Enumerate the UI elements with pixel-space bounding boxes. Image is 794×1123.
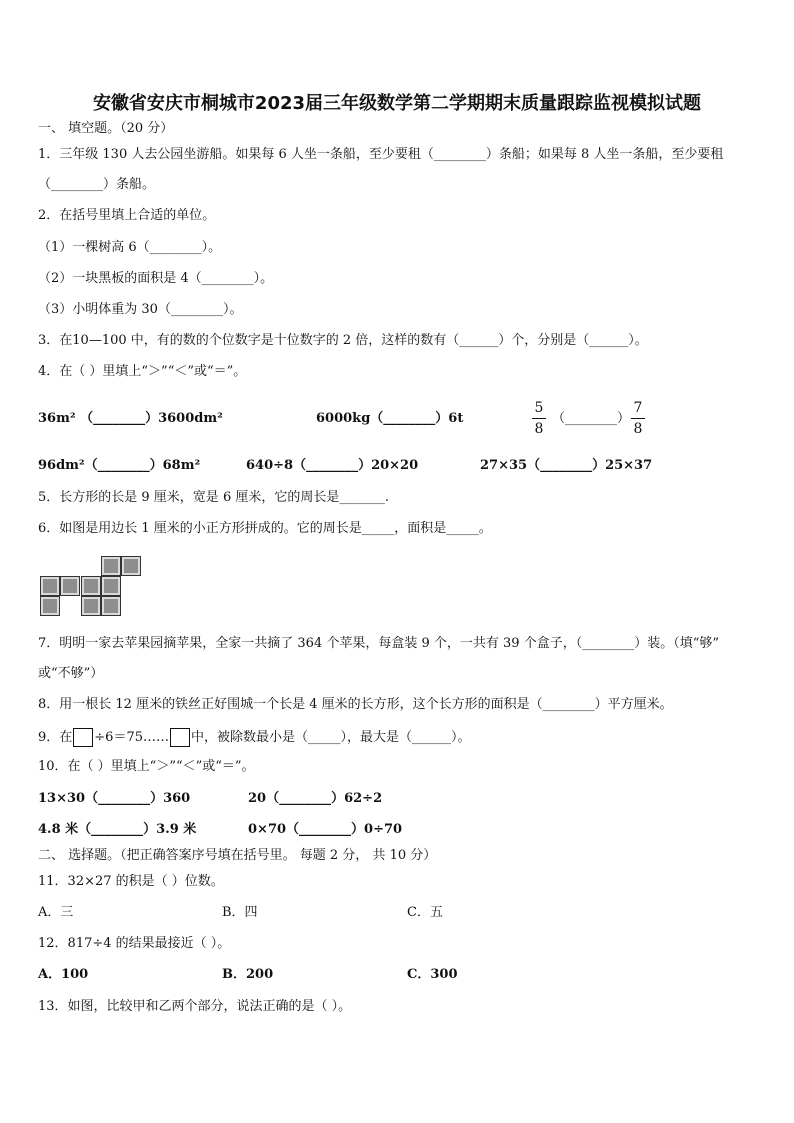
dividend-box	[73, 728, 93, 747]
question-7-line-1: 7．明明一家去苹果园摘苹果，全家一共摘了 364 个苹果，每盒装 9 个，一共有 39 个盒子，（________）装。（填“够”	[38, 636, 719, 651]
fraction-numerator: 7	[633, 400, 643, 416]
question-12-option-c: C．300	[407, 967, 458, 982]
question-8: 8．用一根长 12 厘米的铁丝正好围城一个长是 4 厘米的长方形，这个长方形的面积是（________）平方厘米。	[38, 697, 673, 712]
tile	[81, 576, 101, 596]
question-10: 10．在（ ）里填上“＞”“＜”或“＝”。	[38, 759, 255, 774]
question-2: 2．在括号里填上合适的单位。	[38, 208, 216, 223]
tile	[121, 556, 141, 576]
tile	[101, 576, 121, 596]
tile	[60, 576, 80, 596]
tile	[101, 596, 121, 616]
question-4-item-e: 640÷8（________）20×20	[246, 458, 419, 473]
question-13: 13．如图，比较甲和乙两个部分，说法正确的是（ ）。	[38, 999, 352, 1014]
question-10-item-c: 4.8 米（________）3.9 米	[38, 822, 197, 837]
fraction-denominator: 8	[633, 421, 643, 437]
fraction-seven-eighths	[631, 400, 645, 437]
question-4-item-f: 27×35（________）25×37	[480, 458, 653, 473]
tile	[40, 576, 60, 596]
question-10-item-b: 20（________）62÷2	[248, 791, 383, 806]
question-1-line-2: （________）条船。	[38, 177, 156, 192]
question-3: 3．在10—100 中，有的数的个位数字是十位数字的 2 倍，这样的数有（______）个，分别是（______）。	[38, 333, 648, 348]
tile	[101, 556, 121, 576]
question-5: 5．长方形的长是 9 厘米，宽是 6 厘米，它的周长是_______.	[38, 490, 389, 505]
question-1-line-1: 1．三年级 130 人去公园坐游船。如果每 6 人坐一条船，至少要租（________）条船；如果每 8 人坐一条船，至少要租	[38, 147, 724, 162]
square-tiles-figure	[40, 556, 142, 616]
fraction-denominator: 8	[534, 421, 544, 437]
fraction-bar	[631, 418, 645, 419]
tile	[40, 596, 60, 616]
question-2-part-3: （3）小明体重为 30（________）。	[38, 302, 243, 317]
question-12-option-b: B．200	[222, 967, 274, 982]
question-4-item-b: 6000kg（________）6t	[316, 411, 464, 426]
question-9-part-2: ÷6＝75……	[94, 730, 169, 745]
question-11-option-b: B．四	[222, 905, 258, 920]
question-9	[38, 728, 471, 747]
section-2-heading: 二、 选择题。（把正确答案序号填在括号里。 每题 2 分， 共 10 分）	[38, 848, 437, 863]
question-4-item-d: 96dm²（________）68m²	[38, 458, 201, 473]
question-10-item-a: 13×30（________）360	[38, 791, 191, 806]
question-10-item-d: 0×70（________）0÷70	[248, 822, 403, 837]
question-2-part-2: （2）一块黑板的面积是 4（________）。	[38, 271, 274, 286]
fraction-bar	[532, 418, 546, 419]
question-11-option-c: C．五	[407, 905, 443, 920]
question-7-line-2: 或“不够”）	[38, 666, 104, 681]
question-4: 4．在（ ）里填上“＞”“＜”或“＝”。	[38, 364, 247, 379]
question-12-option-a: A．100	[38, 967, 89, 982]
section-1-heading: 一、 填空题。（20 分）	[38, 121, 174, 136]
question-9-part-1: 9．在	[38, 730, 73, 745]
question-6: 6．如图是用边长 1 厘米的小正方形拼成的。它的周长是_____，面积是_____。	[38, 521, 492, 536]
tile	[81, 596, 101, 616]
fraction-five-eighths	[532, 400, 546, 437]
page-title: 安徽省安庆市桐城市2023届三年级数学第二学期期末质量跟踪监视模拟试题	[92, 93, 702, 114]
question-12: 12．817÷4 的结果最接近（ ）。	[38, 936, 231, 951]
question-11: 11．32×27 的积是（ ）位数。	[38, 874, 224, 889]
fraction-numerator: 5	[534, 400, 544, 416]
question-9-part-3: 中，被除数最小是（_____），最大是（______）。	[191, 730, 471, 745]
question-2-part-1: （1）一棵树高 6（________）。	[38, 240, 222, 255]
question-4-item-c-blank: （________）	[552, 411, 631, 426]
remainder-box	[170, 728, 190, 747]
question-4-item-a: 36m² （________）3600dm²	[38, 411, 223, 426]
question-11-option-a: A．三	[38, 905, 74, 920]
